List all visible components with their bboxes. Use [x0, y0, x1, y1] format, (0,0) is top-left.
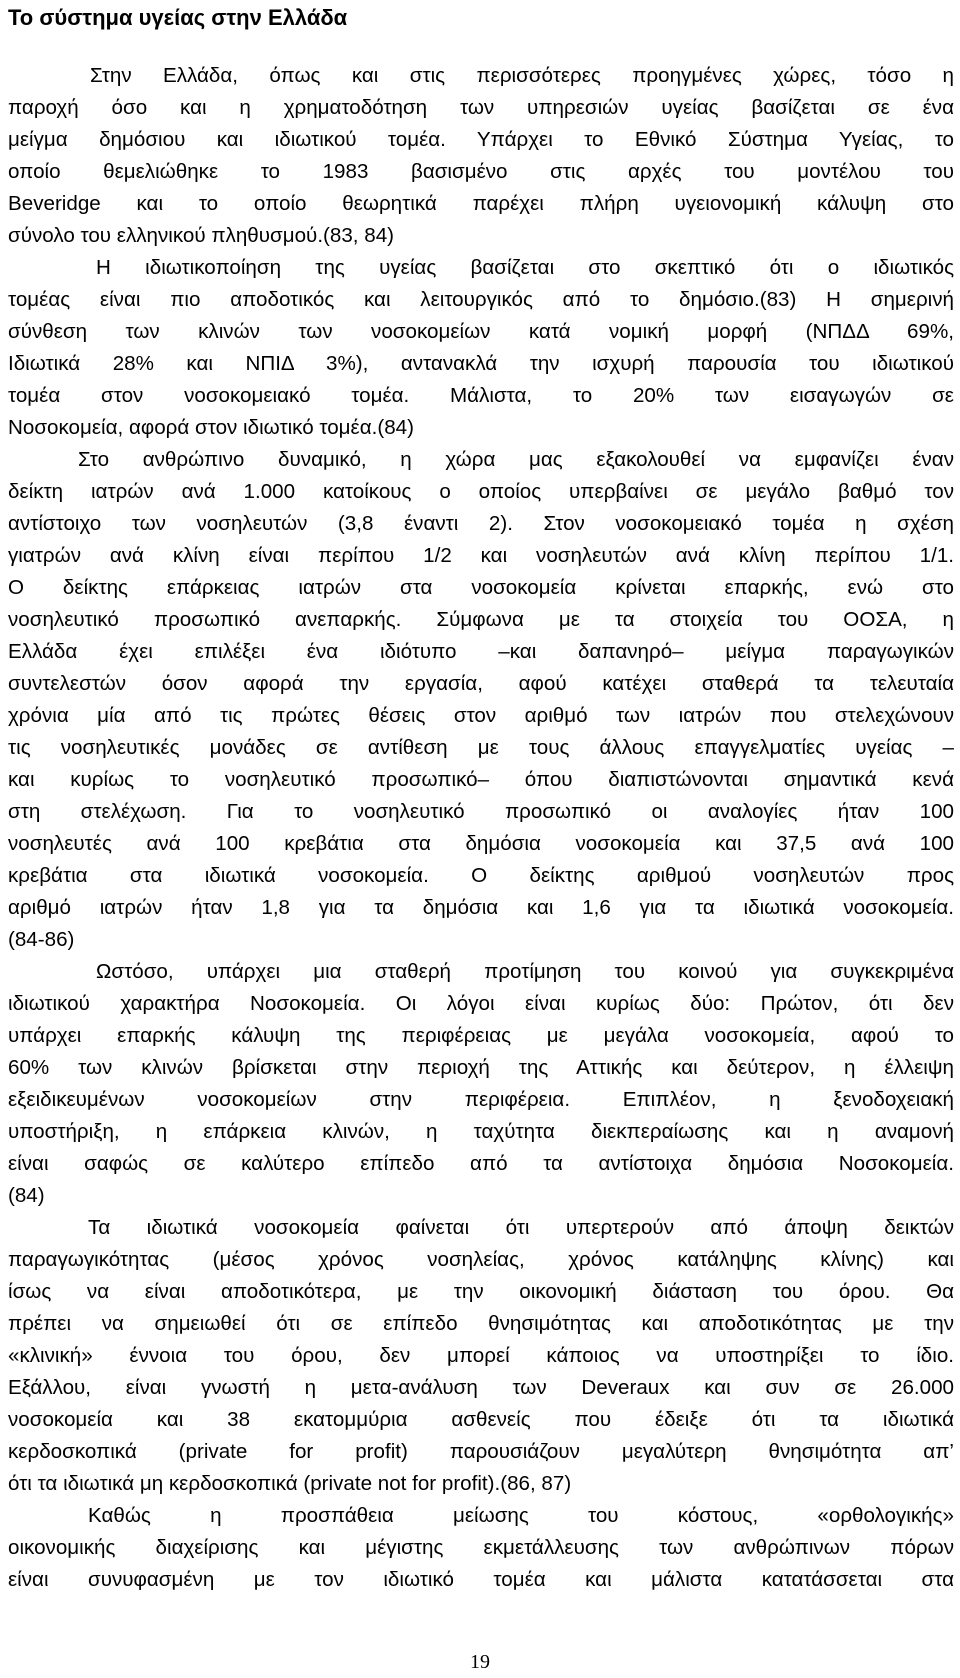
- text-line: χρόνια μία από τις πρώτες θέσεις στον αριθμό των ιατρών που στελεχώνουν: [8, 704, 954, 727]
- text-line: παροχή όσο και η χρηματοδότηση των υπηρεσιών υγείας βασίζεται σε ένα: [8, 96, 954, 119]
- text-line: πρέπει να σημειωθεί ότι σε επίπεδο θνησιμότητας και αποδοτικότητας με την: [8, 1312, 954, 1335]
- text-line: και κυρίως το νοσηλευτικό προσωπικό– όπου διαπιστώνονται σημαντικά κενά: [8, 768, 954, 791]
- text-line: «κλινική» έννοια του όρου, δεν μπορεί κάποιος να υποστηρίξει το ίδιο.: [8, 1344, 954, 1367]
- text-line: Η ιδιωτικοποίηση της υγείας βασίζεται στο σκεπτικό ότι ο ιδιωτικός: [96, 256, 954, 279]
- text-line: υποστήριξη, η επάρκεια κλινών, η ταχύτητα διεκπεραίωσης και η αναμονή: [8, 1120, 954, 1143]
- page-number: 19: [470, 1651, 490, 1673]
- text-line: εξειδικευμένων νοσοκομείων στην περιφέρεια. Επιπλέον, η ξενοδοχειακή: [8, 1088, 954, 1111]
- text-line: ιδιωτικού χαρακτήρα Νοσοκομεία. Οι λόγοι είναι κυρίως δύο: Πρώτον, ότι δεν: [8, 992, 954, 1015]
- text-line: σύνθεση των κλινών των νοσοκομείων κατά νομική μορφή (ΝΠΔΔ 69%,: [8, 320, 954, 343]
- text-line: Τα ιδιωτικά νοσοκομεία φαίνεται ότι υπερτερούν από άποψη δεικτών: [88, 1216, 954, 1239]
- text-line: 60% των κλινών βρίσκεται στην περιοχή της Αττικής και δεύτερον, η έλλειψη: [8, 1056, 954, 1079]
- text-line: Εξάλλου, είναι γνωστή η μετα-ανάλυση των Deveraux και συν σε 26.000: [8, 1376, 954, 1399]
- text-line: ίσως να είναι αποδοτικότερα, με την οικονομική διάσταση του όρου. Θα: [8, 1280, 954, 1303]
- text-line: νοσοκομεία και 38 εκατομμύρια ασθενείς που έδειξε ότι τα ιδιωτικά: [8, 1408, 954, 1431]
- text-line: Ο δείκτης επάρκειας ιατρών στα νοσοκομεία κρίνεται επαρκής, ενώ στο: [8, 576, 954, 599]
- text-line: γιατρών ανά κλίνη είναι περίπου 1/2 και νοσηλευτών ανά κλίνη περίπου 1/1.: [8, 544, 954, 567]
- text-line: νοσηλευτές ανά 100 κρεβάτια στα δημόσια νοσοκομεία και 37,5 ανά 100: [8, 832, 954, 855]
- text-line: Στο ανθρώπινο δυναμικό, η χώρα μας εξακολουθεί να εμφανίζει έναν: [78, 448, 954, 471]
- text-line: σύνολο του ελληνικού πληθυσμού.(83, 84): [8, 224, 395, 247]
- page-title: Το σύστημα υγείας στην Ελλάδα: [8, 5, 348, 30]
- text-line: είναι συνυφασμένη με τον ιδιωτικό τομέα και μάλιστα κατατάσσεται στα: [8, 1568, 954, 1591]
- text-line: ότι τα ιδιωτικά μη κερδοσκοπικά (private not for profit).(86, 87): [8, 1472, 572, 1495]
- text-line: δείκτη ιατρών ανά 1.000 κατοίκους ο οποίος υπερβαίνει σε μεγάλο βαθμό τον: [8, 480, 954, 503]
- text-line: Ωστόσο, υπάρχει μια σταθερή προτίμηση του κοινού για συγκεκριμένα: [96, 960, 954, 983]
- body-text: [8, 60, 954, 1596]
- text-line: συντελεστών όσον αφορά την εργασία, αφού κατέχει σταθερά τα τελευταία: [8, 672, 954, 695]
- text-line: οποίο θεμελιώθηκε το 1983 βασισμένο στις αρχές του μοντέλου του: [8, 160, 954, 183]
- text-line: οικονομικής διαχείρισης και μέγιστης εκμετάλλευσης των ανθρώπινων πόρων: [8, 1536, 954, 1559]
- text-line: υπάρχει επαρκής κάλυψη της περιφέρειας με μεγάλα νοσοκομεία, αφού το: [8, 1024, 954, 1047]
- text-line: κερδοσκοπικά (private for profit) παρουσιάζουν μεγαλύτερη θνησιμότητα απ’: [8, 1440, 954, 1463]
- text-line: Ιδιωτικά 28% και ΝΠΙΔ 3%), αντανακλά την ισχυρή παρουσία του ιδιωτικού: [8, 352, 954, 375]
- text-line: Καθώς η προσπάθεια μείωσης του κόστους, «ορθολογικής»: [88, 1504, 954, 1527]
- text-line: Νοσοκομεία, αφορά στον ιδιωτικό τομέα.(84): [8, 416, 414, 439]
- text-line: τομέα στον νοσοκομειακό τομέα. Μάλιστα, το 20% των εισαγωγών σε: [8, 384, 954, 407]
- text-line: μείγμα δημόσιου και ιδιωτικού τομέα. Υπάρχει το Εθνικό Σύστημα Υγείας, το: [8, 128, 954, 151]
- text-line: τις νοσηλευτικές μονάδες σε αντίθεση με τους άλλους επαγγελματίες υγείας –: [8, 736, 954, 759]
- text-line: (84): [8, 1184, 45, 1207]
- text-line: παραγωγικότητας (μέσος χρόνος νοσηλείας, χρόνος κατάληψης κλίνης) και: [8, 1248, 954, 1271]
- text-line: Beveridge και το οποίο θεωρητικά παρέχει πλήρη υγειονομική κάλυψη στο: [8, 192, 954, 215]
- text-line: νοσηλευτικό προσωπικό ανεπαρκής. Σύμφωνα με τα στοιχεία του ΟΟΣΑ, η: [8, 608, 954, 631]
- text-line: αντίστοιχο των νοσηλευτών (3,8 έναντι 2). Στον νοσοκομειακό τομέα η σχέση: [8, 512, 954, 535]
- text-line: κρεβάτια στα ιδιωτικά νοσοκομεία. Ο δείκτης αριθμού νοσηλευτών προς: [8, 864, 954, 887]
- text-line: τομέας είναι πιο αποδοτικός και λειτουργικός από το δημόσιο.(83) Η σημερινή: [8, 288, 954, 311]
- text-line: είναι σαφώς σε καλύτερο επίπεδο από τα αντίστοιχα δημόσια Νοσοκομεία.: [8, 1152, 954, 1175]
- text-line: στη στελέχωση. Για το νοσηλευτικό προσωπικό οι αναλογίες ήταν 100: [8, 800, 954, 823]
- text-line: Ελλάδα έχει επιλέξει ένα ιδιότυπο –και δαπανηρό– μείγμα παραγωγικών: [8, 640, 954, 663]
- text-line: (84-86): [8, 928, 75, 951]
- text-line: Στην Ελλάδα, όπως και στις περισσότερες προηγμένες χώρες, τόσο η: [90, 64, 954, 87]
- text-line: αριθμό ιατρών ήταν 1,8 για τα δημόσια και 1,6 για τα ιδιωτικά νοσοκομεία.: [8, 896, 954, 919]
